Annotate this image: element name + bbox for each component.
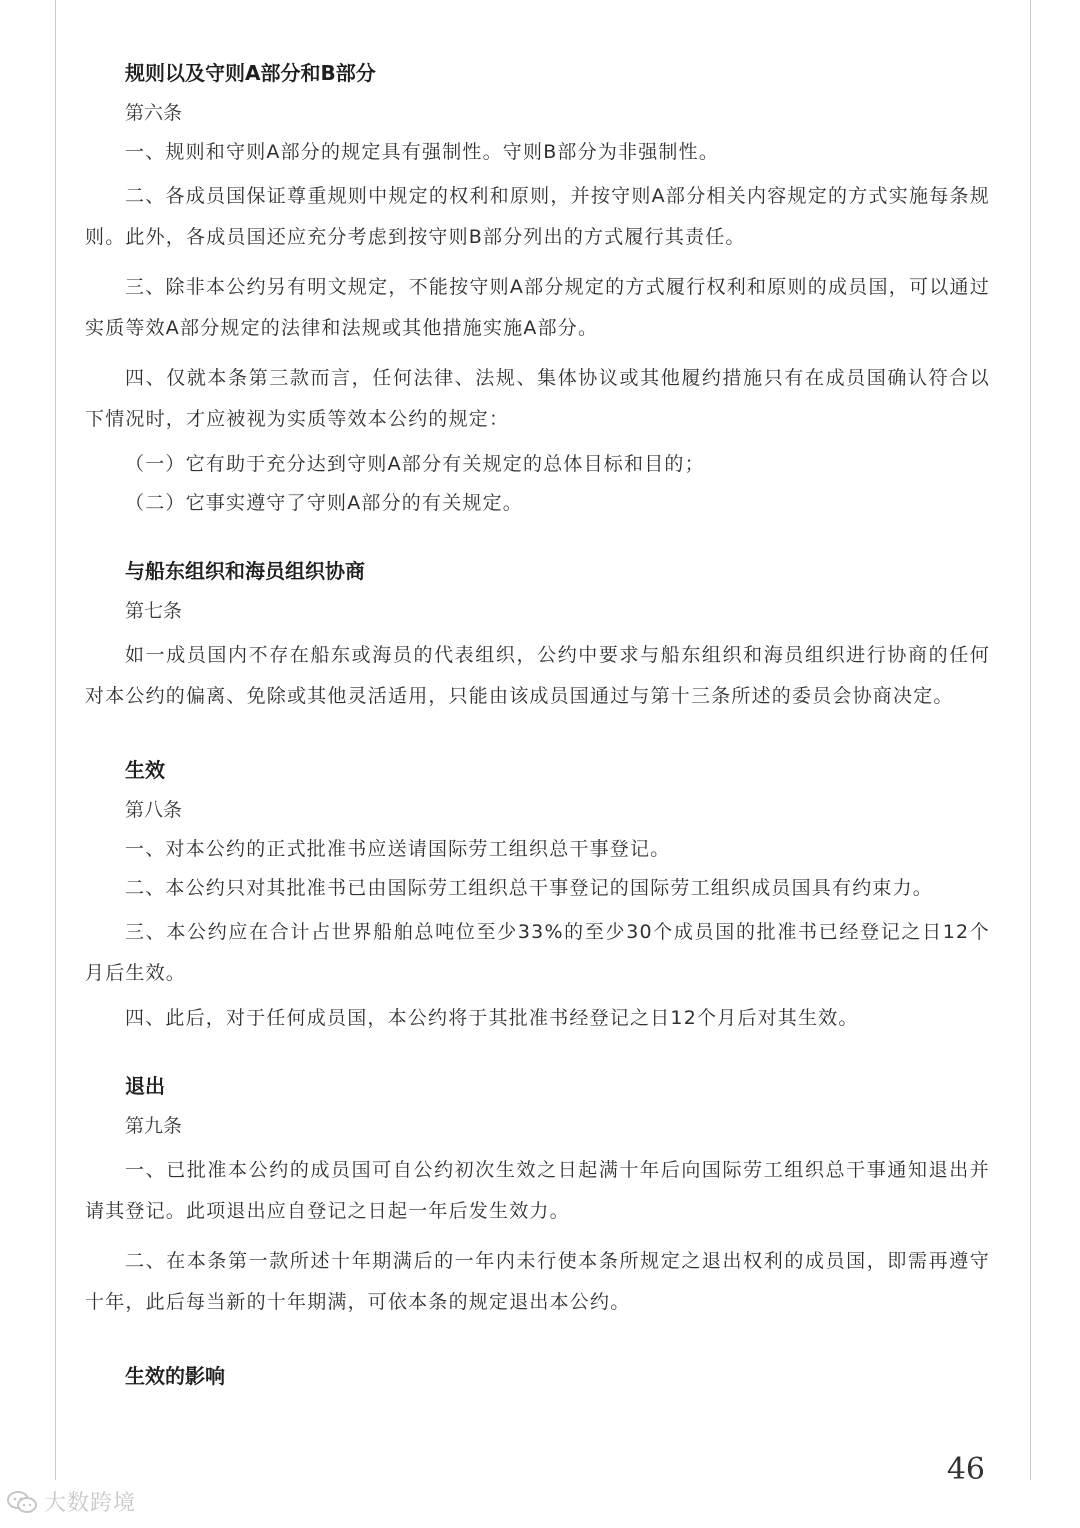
paragraph: 一、对本公约的正式批准书应送请国际劳工组织总干事登记。 <box>125 838 671 860</box>
article-number: 第七条 <box>125 600 183 622</box>
section-article-7 <box>85 556 990 717</box>
paragraph: 如一成员国内不存在船东或海员的代表组织，公约中要求与船东组织和海员组织进行协商的任何对本公约的偏离、免除或其他灵活适用，只能由该成员国通过与第十三条所述的委员会协商决定。 <box>85 644 990 707</box>
right-margin-rule <box>1030 0 1031 1480</box>
section-article-8 <box>85 755 990 1033</box>
paragraph: 四、此后，对于任何成员国，本公约将于其批准书经登记之日12个月后对其生效。 <box>125 1007 859 1029</box>
document-body <box>85 58 990 1401</box>
page-number: 46 <box>946 1452 985 1487</box>
paragraph: 二、各成员国保证尊重规则中规定的权利和原则，并按守则A部分相关内容规定的方式实施每条规则。此外，各成员国还应充分考虑到按守则B部分列出的方式履行其责任。 <box>85 185 990 248</box>
paragraph: （一）它有助于充分达到守则A部分有关规定的总体目标和目的； <box>125 453 705 475</box>
section-heading: 与船东组织和海员组织协商 <box>125 559 365 583</box>
paragraph: 一、已批准本公约的成员国可自公约初次生效之日起满十年后向国际劳工组织总干事通知退出并请其登记。此项退出应自登记之日起一年后发生效力。 <box>85 1159 990 1222</box>
wechat-logo-icon <box>6 1490 38 1514</box>
article-number: 第九条 <box>125 1115 183 1137</box>
watermark <box>6 1486 136 1517</box>
paragraph: 二、在本条第一款所述十年期满后的一年内未行使本条所规定之退出权利的成员国，即需再遵守十年，此后每当新的十年期满，可依本条的规定退出本公约。 <box>85 1250 990 1313</box>
paragraph: 三、本公约应在合计占世界船舶总吨位至少33%的至少30个成员国的批准书已经登记之日12个月后生效。 <box>85 921 990 984</box>
section-heading: 生效的影响 <box>125 1364 225 1388</box>
article-number: 第六条 <box>125 102 183 124</box>
watermark-text: 大数跨境 <box>44 1491 137 1516</box>
paragraph: 一、规则和守则A部分的规定具有强制性。守则B部分为非强制性。 <box>125 141 720 163</box>
section-entry-into-force-effects <box>85 1361 990 1391</box>
section-heading: 生效 <box>125 758 165 782</box>
section-article-6 <box>85 58 990 518</box>
paragraph: 三、除非本公约另有明文规定，不能按守则A部分规定的方式履行权利和原则的成员国，可以通过实质等效A部分规定的法律和法规或其他措施实施A部分。 <box>85 276 990 339</box>
section-heading: 规则以及守则A部分和B部分 <box>125 61 376 85</box>
paragraph: 四、仅就本条第三款而言，任何法律、法规、集体协议或其他履约措施只有在成员国确认符合以下情况时，才应被视为实质等效本公约的规定： <box>85 367 990 430</box>
paragraph: （二）它事实遵守了守则A部分的有关规定。 <box>125 492 523 514</box>
left-margin-rule <box>55 0 56 1480</box>
article-number: 第八条 <box>125 799 183 821</box>
paragraph: 二、本公约只对其批准书已由国际劳工组织总干事登记的国际劳工组织成员国具有约束力。 <box>125 877 934 899</box>
section-article-9 <box>85 1071 990 1323</box>
section-heading: 退出 <box>125 1074 165 1098</box>
